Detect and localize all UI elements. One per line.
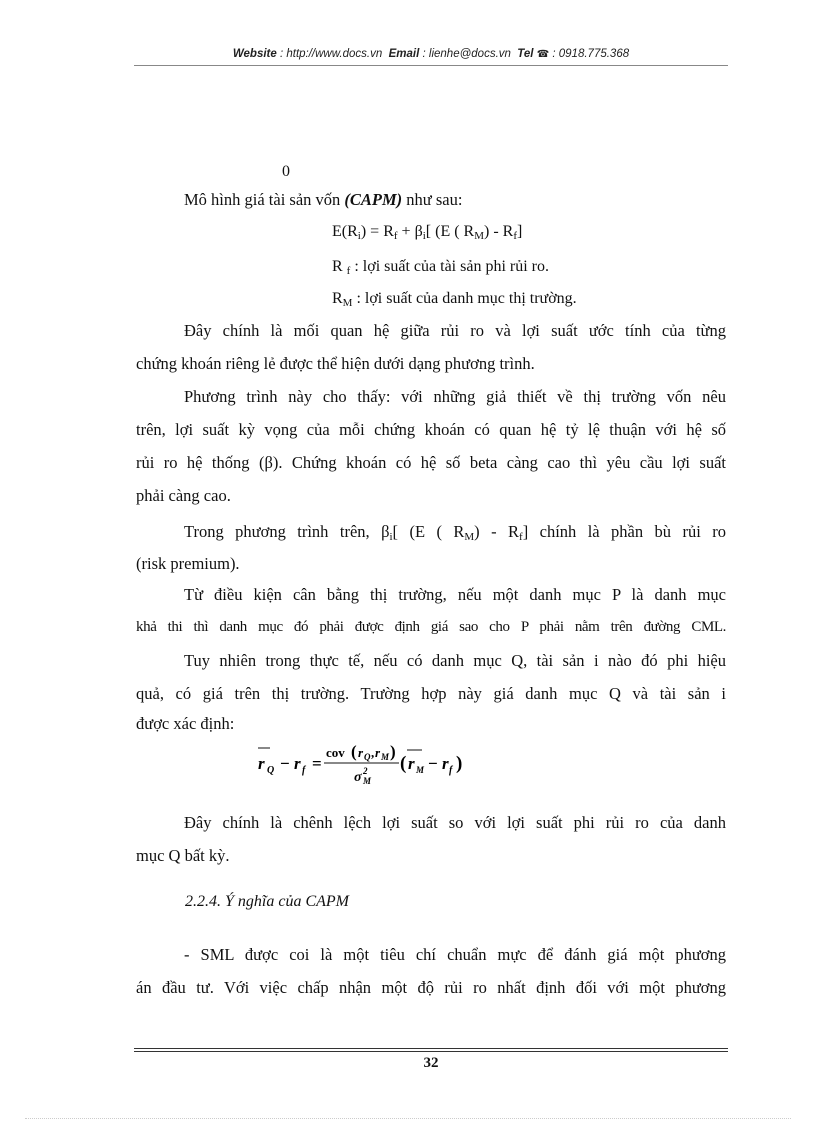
- paragraph-7: - SML được coi là một tiêu chí chuẩn mực để đánh giá một phương: [184, 945, 726, 964]
- paragraph-5-line2: quả, có giá trên thị trường. Trường hợp này giá danh mục Q và tài sản i: [136, 684, 726, 703]
- paragraph-4-line2: khả thi thì danh mục đó phải được định giá sao cho P phải nằm trên đường CML.: [136, 619, 726, 635]
- equation-graphic: [256, 738, 496, 788]
- svg-text:r: r: [258, 754, 265, 773]
- rf-definition: R $_f$ : lợi suất của tài sản phi rủi ro.: [332, 258, 549, 277]
- svg-text:σ: σ: [354, 770, 362, 785]
- svg-text:(: (: [400, 753, 407, 774]
- intro-post: như sau:: [402, 190, 463, 209]
- stray-digit: 0: [282, 163, 290, 180]
- email-value[interactable]: : lienhe@docs.vn: [422, 48, 511, 60]
- page-edge: [25, 1118, 791, 1119]
- footer-divider-double: [134, 1051, 728, 1052]
- capm-term: (CAPM): [344, 190, 403, 209]
- svg-text:r: r: [442, 754, 449, 773]
- svg-text:M: M: [416, 765, 425, 775]
- svg-text:,: ,: [371, 745, 375, 760]
- rm-definition: $R_M$ : lợi suất của danh mục thị trường.: [332, 290, 577, 309]
- paragraph-1-end: chứng khoán riêng lẻ được thể hiện dưới dạng phương trình.: [136, 354, 535, 373]
- footer-divider: [134, 1048, 728, 1049]
- website-label: Website: [232, 48, 277, 60]
- svg-text:−: −: [428, 754, 438, 773]
- email-label: Email: [388, 48, 420, 60]
- paragraph-2-line4: phải càng cao.: [136, 486, 231, 505]
- svg-text:cov: cov: [326, 745, 345, 760]
- svg-text:2: 2: [363, 766, 368, 776]
- paragraph-6-end: mục Q bất kỳ.: [136, 846, 230, 865]
- svg-text:): ): [456, 753, 463, 774]
- svg-text:r: r: [375, 745, 381, 760]
- security-equation: [256, 738, 496, 793]
- svg-text:): ): [390, 742, 396, 761]
- intro-line: [136, 183, 726, 216]
- paragraph-5-line3: được xác định:: [136, 714, 235, 733]
- page-header: [134, 48, 728, 60]
- phone-icon: ☎: [536, 49, 550, 60]
- svg-text:(: (: [351, 742, 357, 761]
- svg-text:r: r: [294, 754, 301, 773]
- paragraph-3: Trong phương trình trên, $\beta_i$[ (E ( $R_M) - R_f$] chính là phần bù rủi ro: [184, 522, 726, 543]
- paragraph-4: Từ điều kiện cân bằng thị trường, nếu một danh mục P là danh mục: [184, 585, 726, 604]
- svg-text:−: −: [280, 754, 290, 773]
- paragraph-2-line3: rủi ro hệ thống (β). Chứng khoán có hệ số beta càng cao thì yêu cầu lợi suất: [136, 453, 726, 472]
- svg-text:f: f: [449, 765, 453, 776]
- paragraph-1: Đây chính là mối quan hệ giữa rủi ro và lợi suất ước tính của từng: [184, 321, 726, 340]
- svg-text:Q: Q: [267, 765, 275, 776]
- paragraph-2-line2: trên, lợi suất kỳ vọng của mỗi chứng khoán có quan hệ tỷ lệ thuận với hệ số: [136, 420, 726, 439]
- svg-text:f: f: [302, 765, 306, 776]
- paragraph-5: Tuy nhiên trong thực tế, nếu có danh mục Q, tài sản i nào đó phi hiệu: [184, 651, 726, 670]
- header-divider: [134, 65, 728, 66]
- page-number: 32: [423, 1055, 439, 1071]
- svg-text:r: r: [408, 754, 415, 773]
- tel-value: : 0918.775.368: [552, 48, 630, 60]
- svg-text:M: M: [381, 752, 390, 762]
- section-heading: 2.2.4. Ý nghĩa của CAPM: [185, 893, 349, 910]
- svg-text:=: =: [312, 754, 322, 773]
- paragraph-6: Đây chính là chênh lệch lợi suất so với lợi suất phi rủi ro của danh: [184, 813, 726, 832]
- svg-text:r: r: [358, 745, 364, 760]
- paragraph-3-end: (risk premium).: [136, 554, 240, 573]
- tel-label: Tel: [517, 48, 534, 60]
- svg-text:Q: Q: [364, 752, 371, 762]
- svg-text:M: M: [363, 776, 372, 786]
- intro-pre: Mô hình giá tài sản vốn: [184, 190, 345, 209]
- capm-formula: $E(R_i) = R_f + \beta_i$[ (E ( $R_M) - R_f$]: [332, 223, 523, 242]
- paragraph-2: Phương trình này cho thấy: với những giả thiết về thị trường vốn nêu: [184, 387, 726, 406]
- website-value[interactable]: : http://www.docs.vn: [279, 48, 383, 60]
- paragraph-7-line2: án đầu tư. Với việc chấp nhận một độ rủi ro nhất định đối với một phương: [136, 978, 726, 997]
